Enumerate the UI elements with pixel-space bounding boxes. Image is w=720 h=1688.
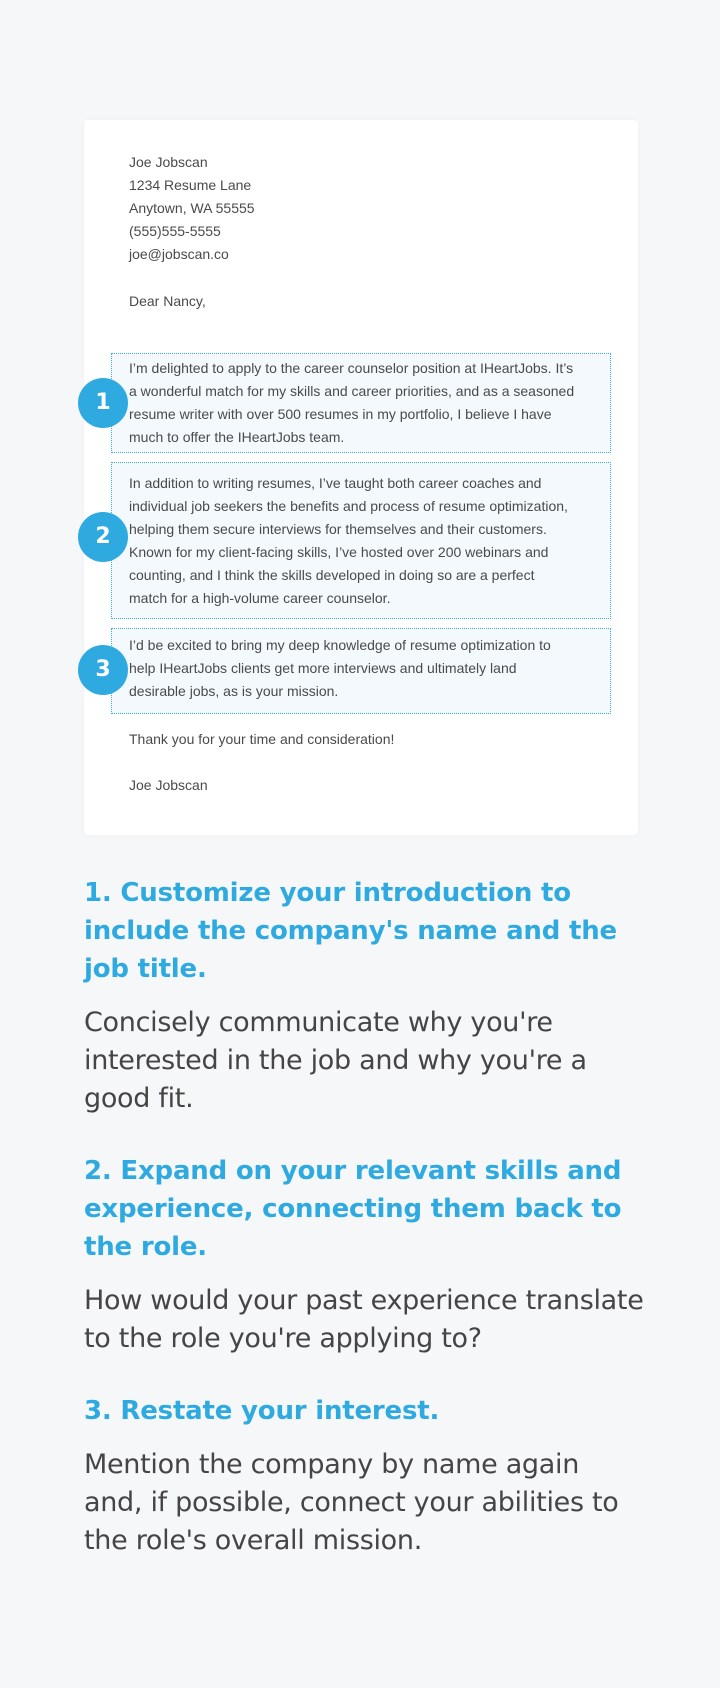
sender-address-block [129,151,255,266]
highlighted-paragraph-1 [111,353,611,453]
signature: Joe Jobscan [129,777,208,793]
highlighted-paragraph-2 [111,462,611,619]
paragraph-line: help IHeartJobs clients get more interviews and ultimately land [129,660,517,676]
paragraph-line: counting, and I think the skills developed in doing so are a perfect [129,567,535,583]
tip-1 [84,874,644,1118]
tip-heading: 1. Customize your introduction to include the company's name and the job title. [84,878,617,984]
paragraph-line: match for a high-volume career counselor. [129,590,391,606]
paragraph-line: much to offer the IHeartJobs team. [129,429,345,445]
paragraph-line: helping them secure interviews for themselves and their customers. [129,521,547,537]
tip-body: Concisely communicate why you're interested in the job and why you're a good fit. [84,1007,587,1114]
tip-body: Mention the company by name again and, if possible, connect your abilities to the role's overall mission. [84,1449,619,1556]
paragraph-line: I’d be excited to bring my deep knowledge of resume optimization to [129,637,551,653]
step-badge-2: 2 [78,512,128,562]
paragraph-line: a wonderful match for my skills and career priorities, and as a seasoned [129,383,575,399]
paragraph-line: I’m delighted to apply to the career counselor position at IHeartJobs. It’s [129,360,574,376]
step-badge-1: 1 [78,378,128,428]
sender-street: 1234 Resume Lane [129,177,252,193]
paragraph-line: Known for my client-facing skills, I’ve hosted over 200 webinars and [129,544,549,560]
paragraph-3-text [129,634,602,703]
closing-line: Thank you for your time and consideration! [129,731,395,747]
salutation: Dear Nancy, [129,293,206,309]
sender-phone: (555)555-5555 [129,223,221,239]
sender-city: Anytown, WA 55555 [129,200,255,216]
tip-heading: 3. Restate your interest. [84,1396,440,1426]
tip-2 [84,1152,644,1358]
sender-name: Joe Jobscan [129,154,208,170]
tip-body: How would your past experience translate to the role you're applying to? [84,1285,644,1354]
tip-3 [84,1392,644,1560]
sender-email: joe@jobscan.co [129,246,229,262]
highlighted-paragraph-3 [111,628,611,714]
tips-section [84,874,644,1594]
paragraph-line: In addition to writing resumes, I’ve taught both career coaches and [129,475,542,491]
tip-heading: 2. Expand on your relevant skills and experience, connecting them back to the role. [84,1156,622,1262]
paragraph-line: individual job seekers the benefits and process of resume optimization, [129,498,568,514]
paragraph-2-text [129,472,602,610]
paragraph-1-text [129,357,602,449]
paragraph-line: resume writer with over 500 resumes in my portfolio, I believe I have [129,406,552,422]
step-badge-3: 3 [78,645,128,695]
cover-letter-card [84,120,638,835]
paragraph-line: desirable jobs, as is your mission. [129,683,339,699]
